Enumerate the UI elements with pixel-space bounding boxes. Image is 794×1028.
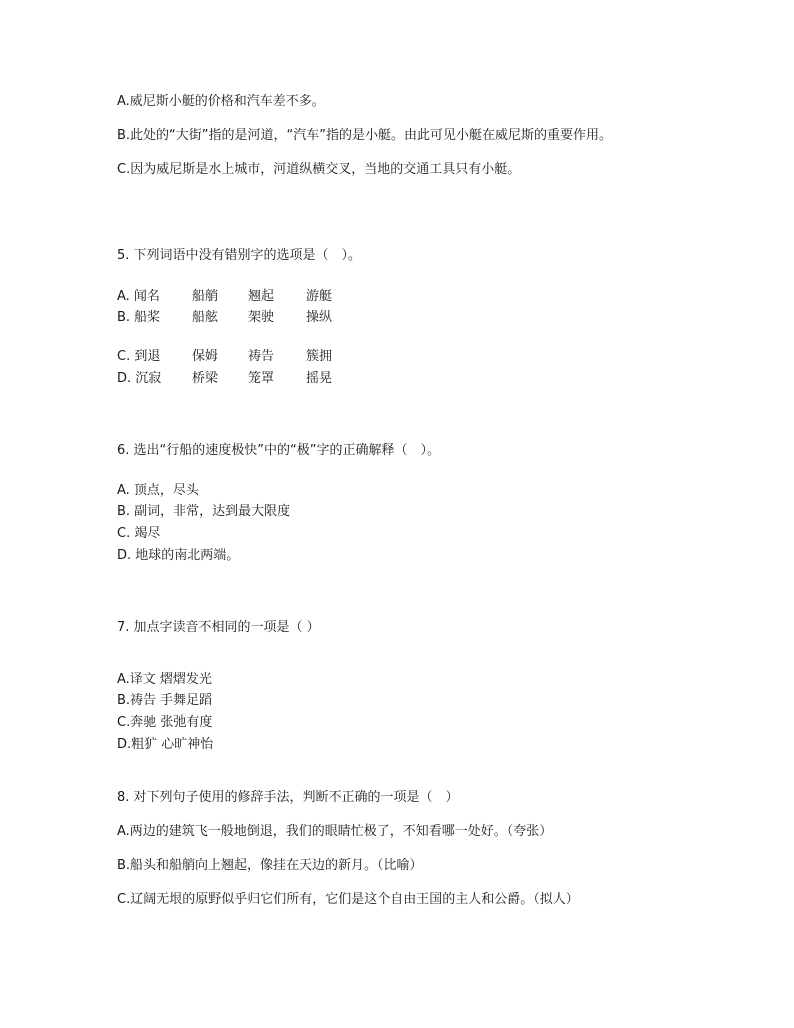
q5-c-word-3: 祷告 (248, 349, 275, 364)
q7-option-a: A.译文 熠熠发光 (117, 672, 212, 687)
q6-option-d: D. 地球的南北两端。 (117, 548, 240, 563)
q5-c-word-4: 簇拥 (306, 349, 333, 364)
q8-stem: 8. 对下列句子使用的修辞手法，判断不正确的一项是（ ） (117, 790, 459, 805)
q7-option-b: B.祷告 手舞足蹈 (117, 693, 213, 708)
q4-option-c: C.因为威尼斯是水上城市，河道纵横交叉，当地的交通工具只有小艇。 (117, 162, 521, 177)
q5-a-word-1: A. 闻名 (117, 289, 160, 304)
q6-option-b: B. 副词，非常，达到最大限度 (117, 504, 291, 519)
q7-stem: 7. 加点字读音不相同的一项是（ ） (117, 620, 320, 635)
q6-stem: 6. 选出“行船的速度极快”中的“极”字的正确解释（ ）。 (117, 443, 440, 458)
q5-a-word-3: 翘起 (248, 289, 275, 304)
q4-option-b: B.此处的“大街”指的是河道，“汽车”指的是小艇。由此可见小艇在威尼斯的重要作用。 (117, 128, 612, 143)
q5-a-word-4: 游艇 (306, 289, 333, 304)
q6-option-c: C. 竭尽 (117, 526, 161, 541)
q4-option-a: A.威尼斯小艇的价格和汽车差不多。 (117, 94, 325, 109)
q5-d-word-1: D. 沉寂 (117, 371, 162, 386)
q5-c-word-2: 保姆 (192, 349, 219, 364)
q5-b-word-1: B. 船桨 (117, 310, 161, 325)
q8-option-c: C.辽阔无垠的原野似乎归它们所有，它们是这个自由王国的主人和公爵。（拟人） (117, 892, 579, 907)
q5-c-word-1: C. 到退 (117, 349, 161, 364)
q7-option-c: C.奔驰 张弛有度 (117, 715, 213, 730)
q5-stem: 5. 下列词语中没有错别字的选项是（ ）。 (117, 248, 362, 263)
q5-b-word-2: 船舷 (192, 310, 219, 325)
q5-b-word-3: 架驶 (248, 310, 275, 325)
q8-option-a: A.两边的建筑飞一般地倒退，我们的眼睛忙极了，不知看哪一处好。（夸张） (117, 824, 553, 839)
q5-a-word-2: 船艄 (192, 289, 219, 304)
q5-d-word-4: 摇晃 (306, 371, 333, 386)
q6-option-a: A. 顶点，尽头 (117, 483, 199, 498)
q5-b-word-4: 操纵 (306, 310, 333, 325)
q7-option-d: D.粗犷 心旷神怡 (117, 737, 214, 752)
q5-d-word-2: 桥梁 (192, 371, 219, 386)
q8-option-b: B.船头和船艄向上翘起，像挂在天边的新月。（比喻） (117, 858, 423, 873)
q5-d-word-3: 笼罩 (248, 371, 275, 386)
